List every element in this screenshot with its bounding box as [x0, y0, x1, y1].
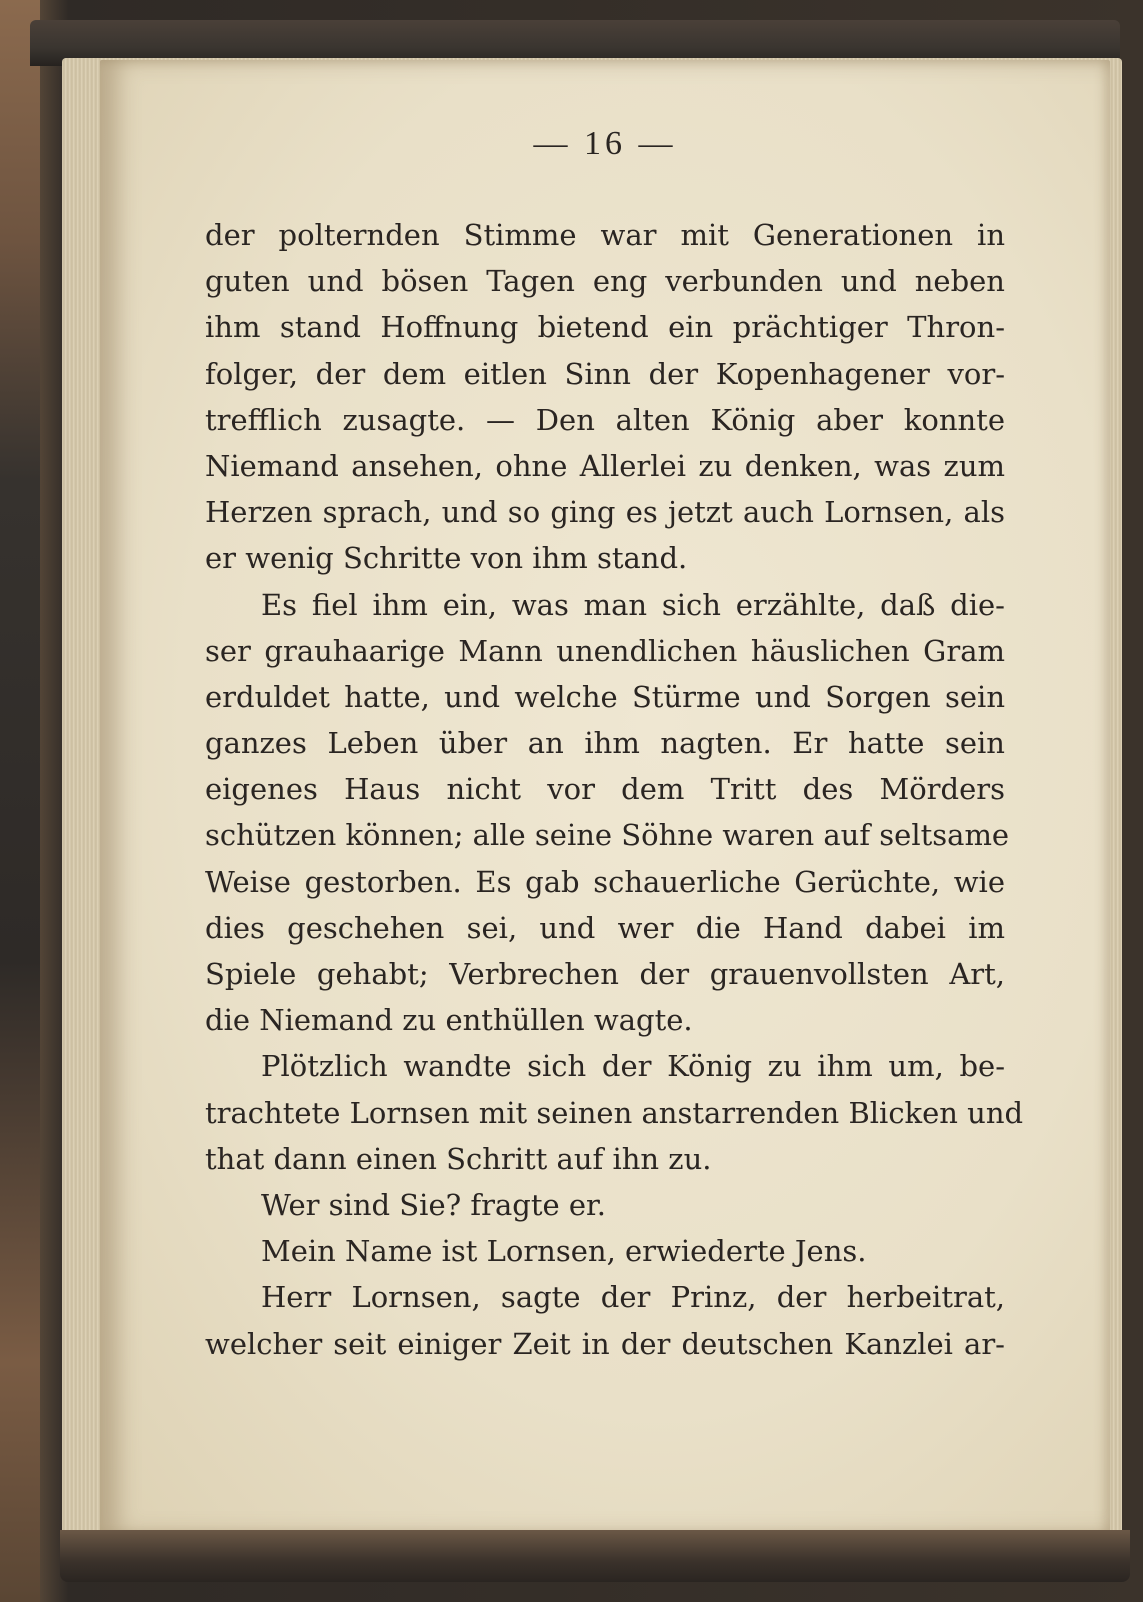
- text-line: Wer sind Sie? fragte er.: [261, 1187, 606, 1222]
- text-line: schützen können; alle seine Söhne waren auf seltsame: [205, 818, 1010, 853]
- book-cover-bottom: [60, 1530, 1130, 1582]
- text-line: Weise gestorben. Es gab schauerliche Gerüchte, wie: [205, 864, 1005, 899]
- text-line: that dann einen Schritt auf ihn zu.: [205, 1141, 712, 1176]
- body-text: [205, 212, 1024, 1367]
- text-line: Mein Name ist Lornsen, erwiederte Jens.: [261, 1234, 867, 1269]
- text-line: Herzen sprach, und so ging es jetzt auch Lornsen, als: [205, 495, 1005, 530]
- text-line: Plötzlich wandte sich der König zu ihm um, be-: [261, 1049, 1005, 1084]
- text-line: die Niemand zu enthüllen wagte.: [205, 1003, 693, 1038]
- text-line: guten und bösen Tagen eng verbunden und neben: [205, 264, 1005, 299]
- text-line: ser grauhaarige Mann unendlichen häuslichen Gram: [205, 633, 1005, 668]
- text-line: dies geschehen sei, und wer die Hand dabei im: [205, 910, 1005, 945]
- text-line: ihm stand Hoffnung bietend ein prächtiger Thron-: [205, 310, 1005, 345]
- text-line: Spiele gehabt; Verbrechen der grauenvollsten Art,: [205, 957, 1005, 991]
- text-line: er wenig Schritte von ihm stand.: [205, 541, 688, 576]
- text-line: der polternden Stimme war mit Generationen in: [205, 218, 1005, 252]
- text-line: folger, der dem eitlen Sinn der Kopenhagener vor-: [205, 356, 1005, 391]
- text-line: ganzes Leben über an ihm nagten. Er hatte sein: [205, 726, 1005, 761]
- text-line: trachtete Lornsen mit seinen anstarrenden Blicken und: [205, 1095, 1024, 1130]
- text-line: eigenes Haus nicht vor dem Tritt des Mörders: [205, 772, 1005, 807]
- text-line: Es fiel ihm ein, was man sich erzählte, daß die-: [261, 587, 1005, 622]
- text-line: welcher seit einiger Zeit in der deutschen Kanzlei ar-: [205, 1326, 1005, 1361]
- text-line: Niemand ansehen, ohne Allerlei zu denken, was zum: [205, 448, 1005, 483]
- text-line: Herr Lornsen, sagte der Prinz, der herbeitrat,: [261, 1280, 1005, 1315]
- text-line: trefflich zusagte. — Den alten König aber konnte: [205, 402, 1005, 437]
- text-line: erduldet hatte, und welche Stürme und Sorgen sein: [205, 679, 1005, 714]
- page-number: — 16 —: [533, 125, 677, 162]
- book-cover-spine: [0, 0, 40, 1602]
